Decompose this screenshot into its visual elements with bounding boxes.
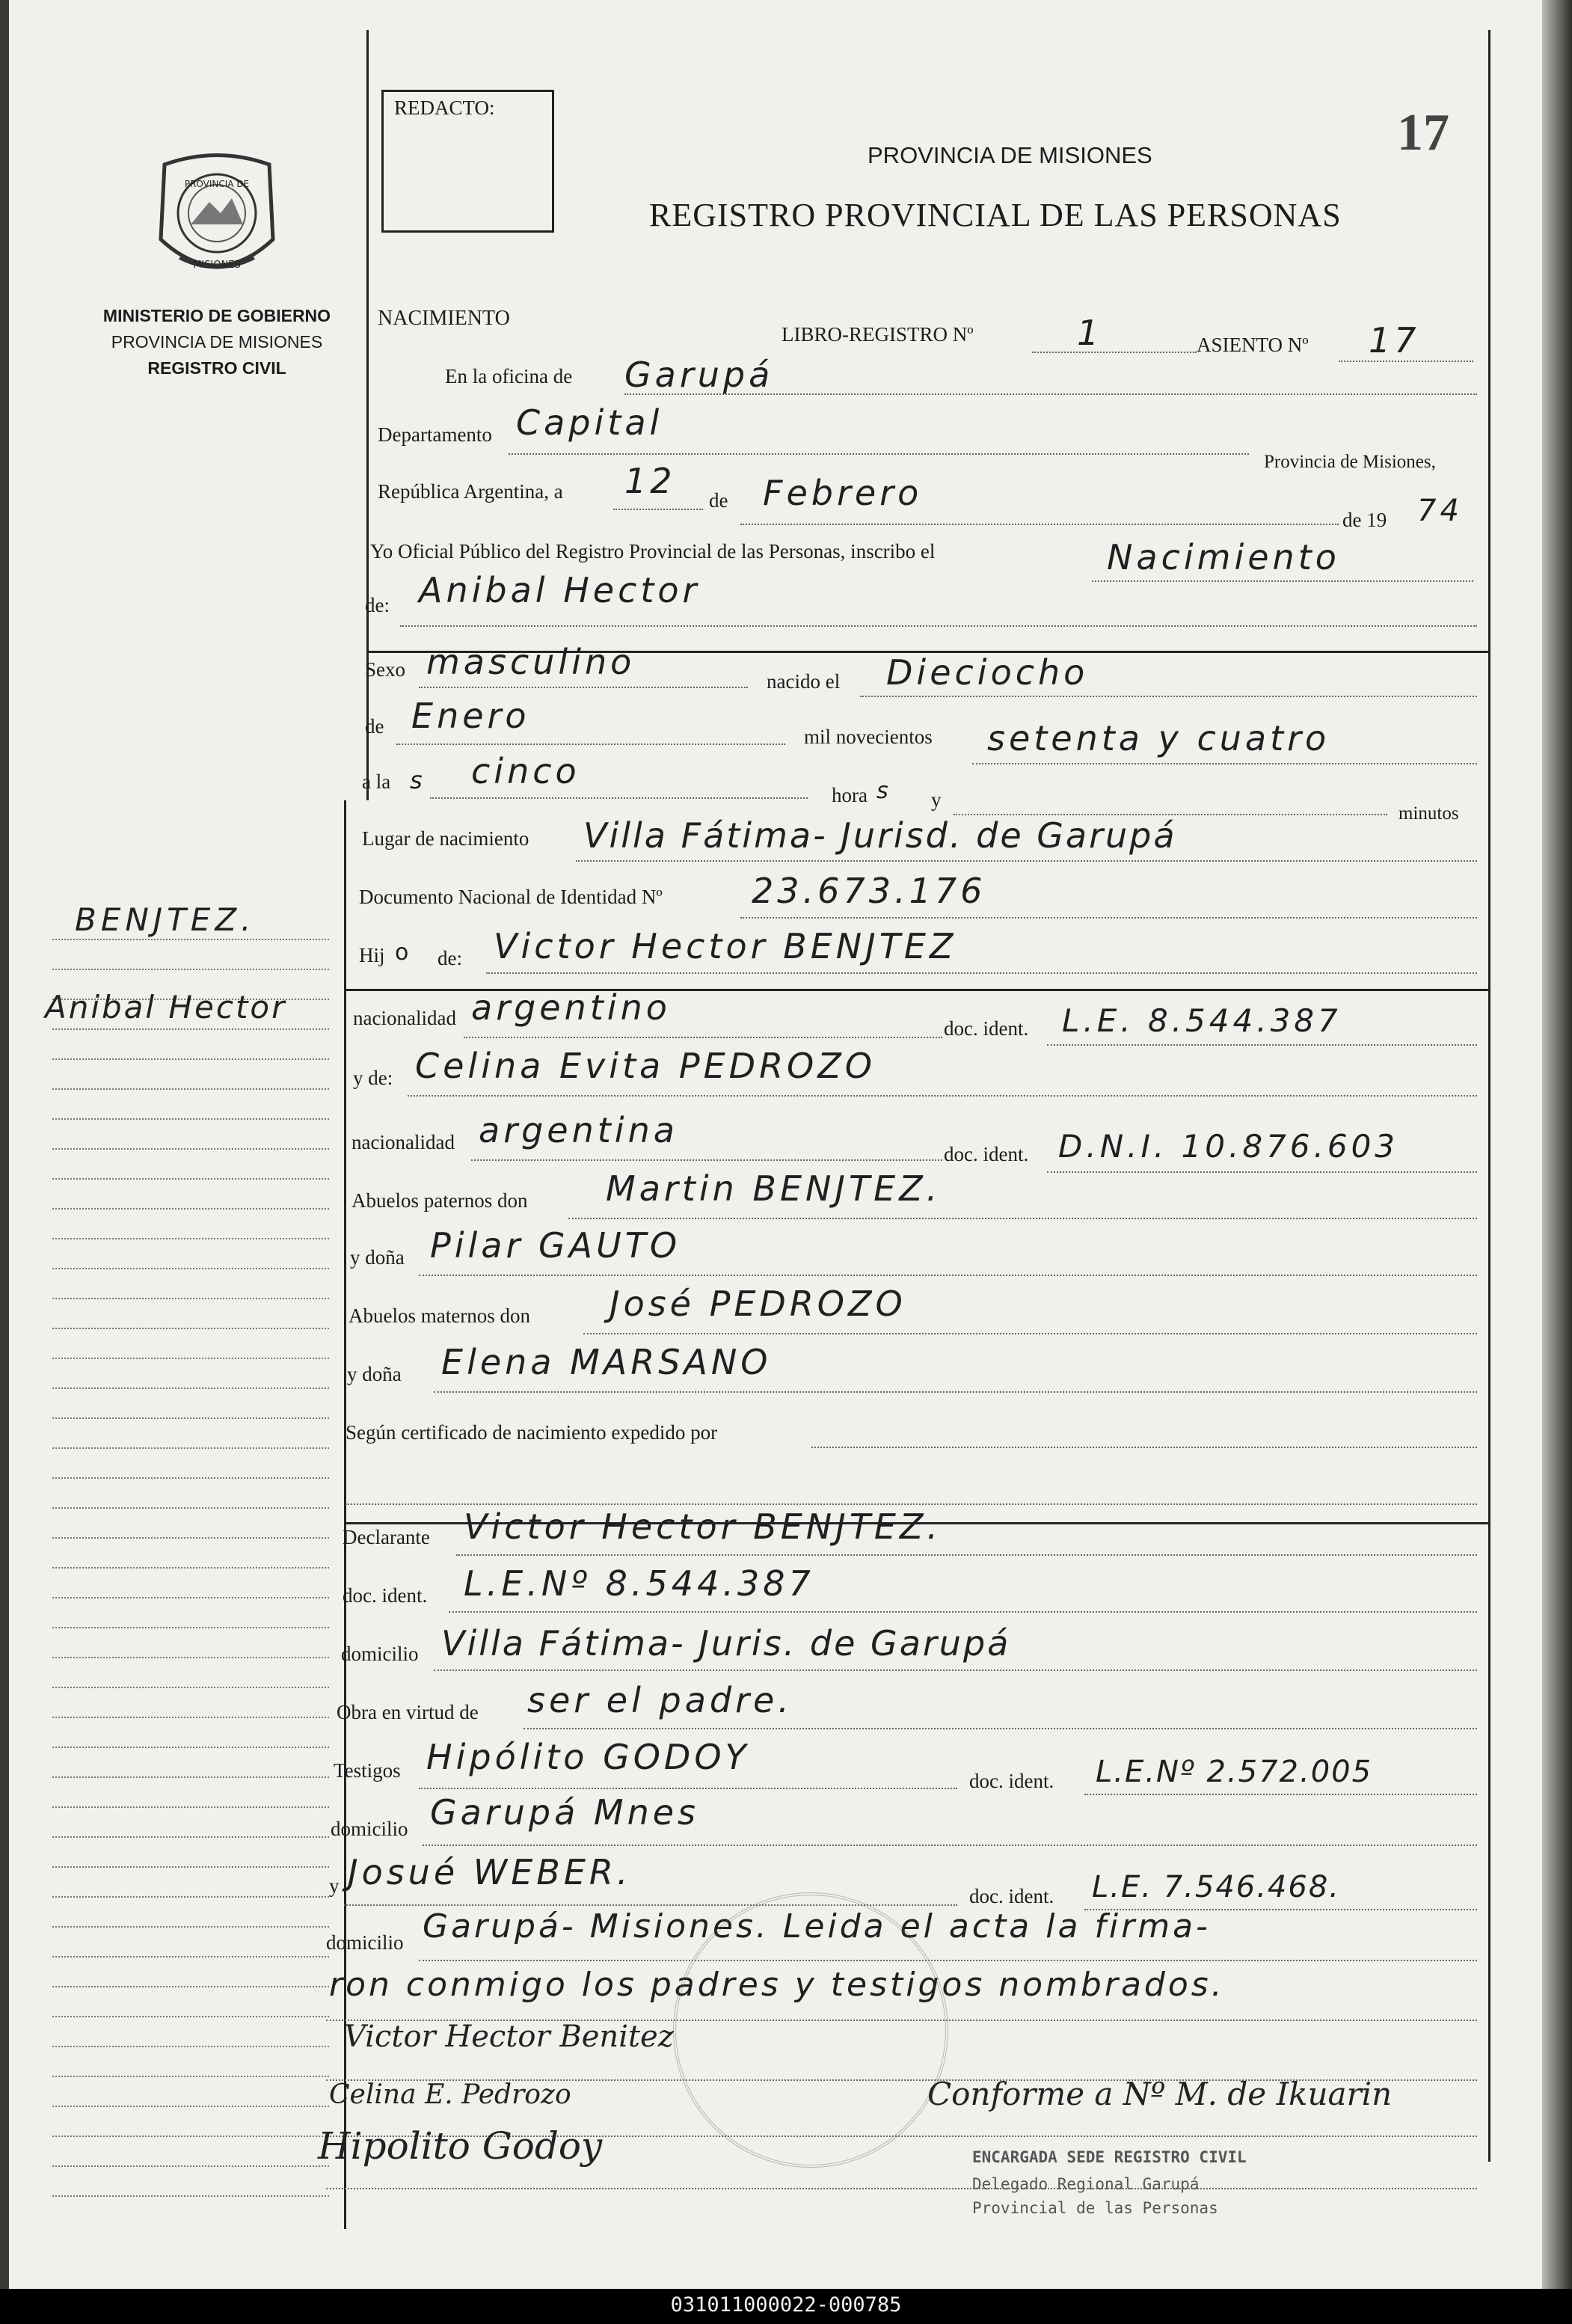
mother-nationality-value: argentina: [479, 1110, 678, 1150]
department-value: Capital: [516, 402, 663, 443]
province-heading: PROVINCIA DE MISIONES: [868, 142, 1152, 168]
margin-note-line: [52, 1687, 329, 1688]
margin-note-line: [52, 1238, 329, 1239]
registry-heading: REGISTRO PROVINCIAL DE LAS PERSONAS: [649, 197, 1342, 233]
dni-value: 23.673.176: [752, 871, 986, 911]
witness2-address-line: [419, 1960, 1477, 1961]
birth-year-line: [972, 763, 1477, 764]
margin-note-line: [52, 1268, 329, 1269]
witness2-address-label: domicilio: [326, 1931, 404, 1954]
margin-note-line: [52, 2165, 329, 2167]
birthplace-value: Villa Fátima- Jurisd. de Garupá: [583, 815, 1177, 856]
margin-note-line: [52, 1417, 329, 1419]
reference-code: 031011000022-000785: [670, 2293, 902, 2317]
mother-nationality-label: nacionalidad: [351, 1131, 455, 1153]
witness1-doc-value: L.E.Nº 2.572.005: [1096, 1755, 1373, 1789]
margin-note-line: [52, 1298, 329, 1299]
margin-note-line: [52, 1178, 329, 1180]
acts-as-value: ser el padre.: [527, 1680, 793, 1720]
witness2-value: Josué WEBER.: [348, 1852, 632, 1892]
margin-note-line: [52, 1926, 329, 1928]
declarant-value: Victor Hector BENJTEZ.: [464, 1506, 942, 1547]
mother-label: y de:: [353, 1067, 393, 1089]
child-of-de-label: de:: [437, 947, 462, 969]
birthplace-label: Lugar de nacimiento: [362, 827, 529, 850]
margin-note-line: [52, 1567, 329, 1569]
month-line: [740, 524, 1339, 525]
entry-label: ASIENTO Nº: [1197, 334, 1309, 356]
father-doc-label: doc. ident.: [944, 1017, 1029, 1040]
header-divider-line: [366, 30, 369, 800]
maternal-grandfather-label: Abuelos maternos don: [349, 1304, 530, 1327]
dni-line: [740, 917, 1477, 919]
margin-note-line: [52, 1208, 329, 1209]
witness1-doc-label: doc. ident.: [969, 1770, 1054, 1792]
margin-note-line: [52, 1058, 329, 1060]
svg-text:PROVINCIA DE: PROVINCIA DE: [184, 179, 250, 189]
witness1-address-label: domicilio: [331, 1818, 408, 1840]
witness1-doc-line: [1084, 1794, 1477, 1795]
sex-label: Sexo: [365, 658, 405, 681]
and-label: y: [931, 788, 942, 811]
redacto-box: [381, 90, 554, 233]
margin-note-line: [52, 939, 329, 940]
officer-signature: Conforme a Nº M. de Ikuarin: [927, 2076, 1393, 2112]
witness1-label: Testigos: [334, 1759, 401, 1782]
svg-text:MISIONES: MISIONES: [193, 260, 241, 271]
stamp-line-3: Provincial de las Personas: [972, 2199, 1218, 2217]
maternal-grandmother-value: Elena MARSANO: [441, 1342, 772, 1382]
birthplace-line: [576, 860, 1477, 862]
ministry-line-2: PROVINCIA DE MISIONES: [111, 332, 323, 352]
official-label: Yo Oficial Público del Registro Provincial de las Personas, inscribo el: [370, 540, 936, 562]
born-day-line: [860, 696, 1477, 697]
margin-note-line: [52, 1986, 329, 1987]
birth-year-label: mil novecientos: [804, 726, 933, 748]
margin-surname: BENJTEZ.: [75, 901, 256, 938]
margin-note-line: [52, 2076, 329, 2077]
declarant-address-line: [434, 1670, 1477, 1671]
book-value: 1: [1077, 313, 1103, 353]
time-line: [430, 797, 808, 799]
paternal-grandmother-label: y doña: [350, 1246, 405, 1269]
witness-signature: Hipolito Godoy: [318, 2124, 603, 2168]
margin-note-line: [52, 1747, 329, 1748]
time-label: a la: [362, 770, 391, 793]
margin-note-line: [52, 1836, 329, 1838]
minutes-label: minutos: [1398, 803, 1459, 824]
hours-label: hora: [832, 784, 868, 806]
witness1-address-line: [423, 1845, 1477, 1846]
act-type-label: NACIMIENTO: [378, 307, 510, 330]
page-edge-shadow: [1542, 0, 1572, 2289]
margin-note-line: [52, 1447, 329, 1449]
date-year: 74: [1417, 494, 1463, 528]
declarant-label: Declarante: [343, 1526, 430, 1548]
maternal-grandfather-value: José PEDROZO: [610, 1284, 906, 1324]
margin-note-line: [52, 1537, 329, 1539]
folio-number: 17: [1397, 104, 1449, 162]
dni-label: Documento Nacional de Identidad Nº: [359, 886, 663, 908]
date-month: Febrero: [763, 473, 923, 513]
mother-doc-value: D.N.I. 10.876.603: [1058, 1128, 1399, 1165]
official-line: [1092, 580, 1473, 582]
declarant-line: [456, 1554, 1477, 1556]
witness1-value: Hipólito GODOY: [426, 1737, 750, 1777]
ministry-line-3: REGISTRO CIVIL: [147, 358, 286, 378]
stamp-line-1: ENCARGADA SEDE REGISTRO CIVIL: [972, 2148, 1247, 2166]
margin-note-line: [52, 1717, 329, 1718]
maternal-grandmother-label: y doña: [347, 1363, 402, 1385]
right-margin-line: [1488, 30, 1490, 2162]
stamp-line-2: Delegado Regional Garupá: [972, 2175, 1200, 2193]
birth-month-value: Enero: [411, 696, 530, 736]
book-label: LIBRO-REGISTRO Nº: [782, 323, 974, 346]
declarant-doc-value: L.E.Nº 8.544.387: [464, 1563, 814, 1604]
margin-note-line: [52, 1627, 329, 1628]
margin-note-line: [52, 2195, 329, 2197]
declarant-doc-line: [449, 1611, 1477, 1613]
margin-note-line: [52, 1806, 329, 1808]
margin-note-line: [52, 1657, 329, 1658]
witness1-line: [419, 1788, 957, 1789]
date-day: 12: [624, 461, 676, 501]
acts-as-label: Obra en virtud de: [337, 1701, 479, 1723]
birth-year-value: setenta y cuatro: [987, 718, 1330, 758]
margin-note-line: [52, 1776, 329, 1778]
department-suffix: Provincia de Misiones,: [1264, 452, 1436, 472]
paternal-grandmother-value: Pilar GAUTO: [430, 1225, 681, 1266]
office-value: Garupá: [624, 355, 774, 395]
ministry-block: [82, 303, 351, 381]
paternal-grandfather-label: Abuelos paternos don: [351, 1189, 528, 1212]
margin-note-line: [52, 2046, 329, 2047]
certificate-label: Según certificado de nacimiento expedido por: [346, 1421, 718, 1444]
person-value: Anibal Hector: [419, 570, 701, 610]
child-of-label: Hij: [359, 944, 385, 966]
margin-note-line: [52, 1088, 329, 1090]
witness2-doc-value: L.E. 7.546.468.: [1092, 1870, 1340, 1904]
margin-note-line: [52, 1866, 329, 1868]
paternal-grandfather-line: [568, 1218, 1477, 1219]
certificate-line: [811, 1447, 1477, 1448]
declarant-doc-label: doc. ident.: [343, 1584, 428, 1607]
margin-note-line: [52, 1507, 329, 1509]
born-day: Dieciocho: [886, 652, 1089, 693]
margin-note-line: [52, 1956, 329, 1957]
official-value: Nacimiento: [1107, 537, 1340, 577]
mother-nationality-line: [471, 1159, 942, 1161]
margin-note-line: [52, 1118, 329, 1120]
father-nationality-label: nacionalidad: [353, 1007, 456, 1029]
father-nationality-line: [464, 1037, 942, 1038]
entry-line: [1339, 361, 1473, 362]
mother-doc-line: [1047, 1171, 1477, 1173]
hours-label-s: s: [876, 778, 888, 804]
margin-note-line: [52, 1148, 329, 1150]
child-of-line: [486, 972, 1477, 974]
sex-line: [419, 687, 748, 688]
margin-note-line: [52, 2106, 329, 2107]
sex-value: masculino: [426, 642, 636, 682]
office-label: En la oficina de: [445, 365, 573, 387]
paternal-grandmother-line: [419, 1275, 1477, 1276]
father-signature: Victor Hector Benitez: [344, 2020, 674, 2054]
margin-note-line: [52, 1388, 329, 1389]
acts-as-line: [524, 1728, 1477, 1729]
father-doc-value: L.E. 8.544.387: [1062, 1002, 1342, 1039]
certificate-line-2: [346, 1503, 1477, 1505]
born-label: nacido el: [767, 670, 841, 693]
father-nationality-value: argentino: [471, 987, 671, 1028]
official-round-stamp: [673, 1892, 948, 2168]
column-divider-line: [344, 800, 346, 2229]
margin-note-line: [52, 1358, 329, 1359]
mother-doc-label: doc. ident.: [944, 1143, 1029, 1165]
mother-line: [408, 1095, 1477, 1097]
time-value: cinco: [471, 751, 580, 791]
paternal-grandfather-value: Martin BENJTEZ.: [606, 1168, 942, 1209]
margin-note-line: [52, 1477, 329, 1479]
margin-note-line: [52, 2136, 329, 2137]
book-line: [1032, 352, 1197, 353]
margin-given-names: Anibal Hector: [45, 989, 287, 1025]
margin-note-line: [52, 1597, 329, 1598]
time-label-s: s: [410, 766, 423, 794]
child-of-value: Victor Hector BENJTEZ: [494, 926, 957, 966]
maternal-grandfather-line: [583, 1333, 1477, 1334]
declarant-address-label: domicilio: [341, 1643, 419, 1665]
margin-note-line: [52, 1328, 329, 1329]
redacto-label: REDACTO:: [394, 96, 495, 119]
ministry-line-1: MINISTERIO DE GOBIERNO: [102, 306, 331, 325]
person-line: [400, 625, 1477, 627]
witness2-address-value: Garupá- Misiones. Leida el acta la firma-: [423, 1907, 1211, 1946]
witness2-label: y: [329, 1874, 340, 1897]
department-label: Departamento: [378, 423, 492, 446]
birth-month-label: de: [365, 715, 384, 738]
margin-note-line: [52, 969, 329, 970]
father-doc-line: [1047, 1044, 1477, 1046]
date-label: República Argentina, a: [378, 480, 563, 503]
date-year-label: de 19: [1342, 509, 1387, 531]
declarant-address-value: Villa Fátima- Juris. de Garupá: [441, 1623, 1011, 1664]
margin-note-line: [52, 1896, 329, 1898]
person-label: de:: [365, 594, 390, 616]
mother-signature: Celina E. Pedrozo: [329, 2079, 571, 2110]
day-line: [613, 509, 703, 510]
maternal-grandmother-line: [434, 1391, 1477, 1393]
department-line: [509, 453, 1249, 455]
margin-note-line: [52, 1028, 329, 1030]
entry-value: 17: [1369, 320, 1420, 361]
mother-value: Celina Evita PEDROZO: [415, 1046, 876, 1086]
child-of-suffix: o: [395, 939, 409, 966]
date-de-label: de: [709, 489, 728, 512]
closing-text: ron conmigo los padres y testigos nombrados.: [329, 1966, 1225, 2004]
witness1-address-value: Garupá Mnes: [430, 1792, 700, 1833]
birth-month-line: [396, 744, 785, 745]
witness2-doc-label: doc. ident.: [969, 1885, 1054, 1907]
margin-note-line: [52, 2016, 329, 2017]
province-seal-icon: [150, 150, 284, 288]
signature-line-3: [326, 2188, 1477, 2189]
